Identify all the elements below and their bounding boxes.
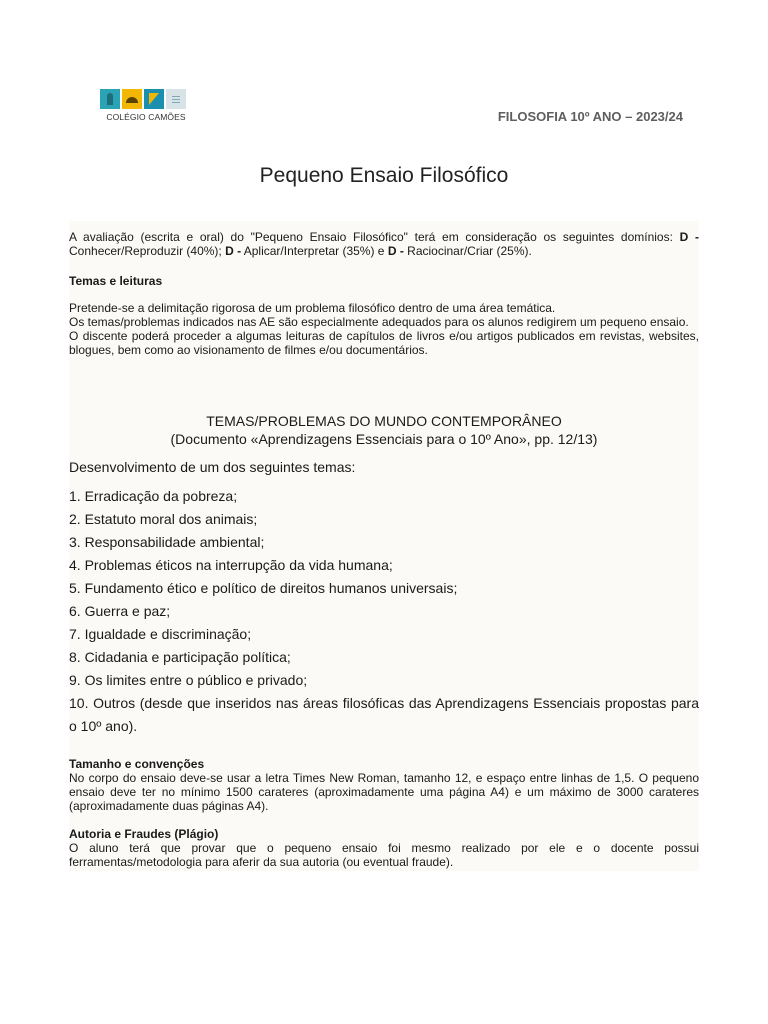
list-item: 8. Cidadania e participação política; (69, 649, 291, 665)
autoria-section (69, 827, 699, 869)
list-item: 4. Problemas éticos na interrupção da vida humana; (69, 557, 393, 573)
logo-dome-icon (122, 89, 142, 109)
tamanho-text: No corpo do ensaio deve-se usar a letra Times New Roman, tamanho 12, e espaço entre linhas de 1,5. O pequeno ensaio deve ter no mínimo 1500 carateres (aproximadamente uma página A4) e um máximo de 3000 carateres (aproximadamente duas páginas A4). (69, 771, 699, 813)
temas-source: (Documento «Aprendizagens Essenciais para o 10º Ano», pp. 12/13) (170, 431, 598, 447)
school-logo (100, 89, 202, 122)
domain-text-3: Raciocinar/Criar (25%). (403, 244, 532, 258)
document-body (69, 221, 699, 871)
temas-line-1: Pretende-se a delimitação rigorosa de um problema filosófico dentro de uma área temática. (69, 301, 556, 315)
logo-lines-icon (166, 89, 186, 109)
autoria-text: O aluno terá que provar que o pequeno ensaio foi mesmo realizado por ele e o docente possui ferramentas/metodologia para aferir da sua autoria (ou eventual fraude). (69, 841, 699, 869)
domain-label-3: D - (387, 244, 404, 258)
temas-leituras-body (69, 301, 699, 357)
course-header: FILOSOFIA 10º ANO – 2023/24 (497, 109, 683, 124)
temas-heading: TEMAS/PROBLEMAS DO MUNDO CONTEMPORÂNEO (206, 413, 562, 429)
temas-leituras-heading: Temas e leituras (69, 274, 163, 288)
logo-text: COLÉGIO CAMÕES (106, 112, 186, 122)
logo-squares (100, 89, 202, 109)
logo-flag-icon (144, 89, 164, 109)
domain-label-2: D - (225, 244, 242, 258)
list-item-10: 10. Outros (desde que inseridos nas áreas filosóficas das Aprendizagens Essenciais propostas para o 10º ano). (69, 695, 699, 734)
tamanho-heading: Tamanho e convenções (69, 757, 205, 771)
temas-list (69, 485, 699, 692)
temas-heading-block (69, 412, 699, 448)
domain-text-2: Aplicar/Interpretar (35%) e (241, 244, 388, 258)
tamanho-section (69, 757, 699, 813)
list-item: 1. Erradicação da pobreza; (69, 488, 238, 504)
list-item: 6. Guerra e paz; (69, 603, 171, 619)
autoria-heading: Autoria e Fraudes (Plágio) (69, 827, 219, 841)
temas-line-2: Os temas/problemas indicados nas AE são especialmente adequados para os alunos redigirem um pequeno ensaio. (69, 315, 689, 329)
domain-text-1: Conhecer/Reproduzir (40%); (69, 244, 226, 258)
intro-paragraph (69, 230, 699, 258)
temas-line-3: O discente poderá proceder a algumas leituras de capítulos de livros e/ou artigos publicados em revistas, websites, blogues, bem como ao visionamento de filmes e/ou documentários. (69, 329, 699, 357)
domain-label-1: D - (679, 230, 700, 244)
page-title: Pequeno Ensaio Filosófico (259, 164, 509, 187)
list-item: 7. Igualdade e discriminação; (69, 626, 252, 642)
temas-lead: Desenvolvimento de um dos seguintes temas: (69, 459, 356, 475)
intro-text: A avaliação (escrita e oral) do "Pequeno Ensaio Filosófico" terá em consideração os seguintes domínios: (69, 230, 680, 244)
list-item: 2. Estatuto moral dos animais; (69, 511, 258, 527)
list-item: 5. Fundamento ético e político de direitos humanos universais; (69, 580, 458, 596)
list-item: 3. Responsabilidade ambiental; (69, 534, 265, 550)
list-item: 9. Os limites entre o público e privado; (69, 672, 308, 688)
logo-door-icon (100, 89, 120, 109)
